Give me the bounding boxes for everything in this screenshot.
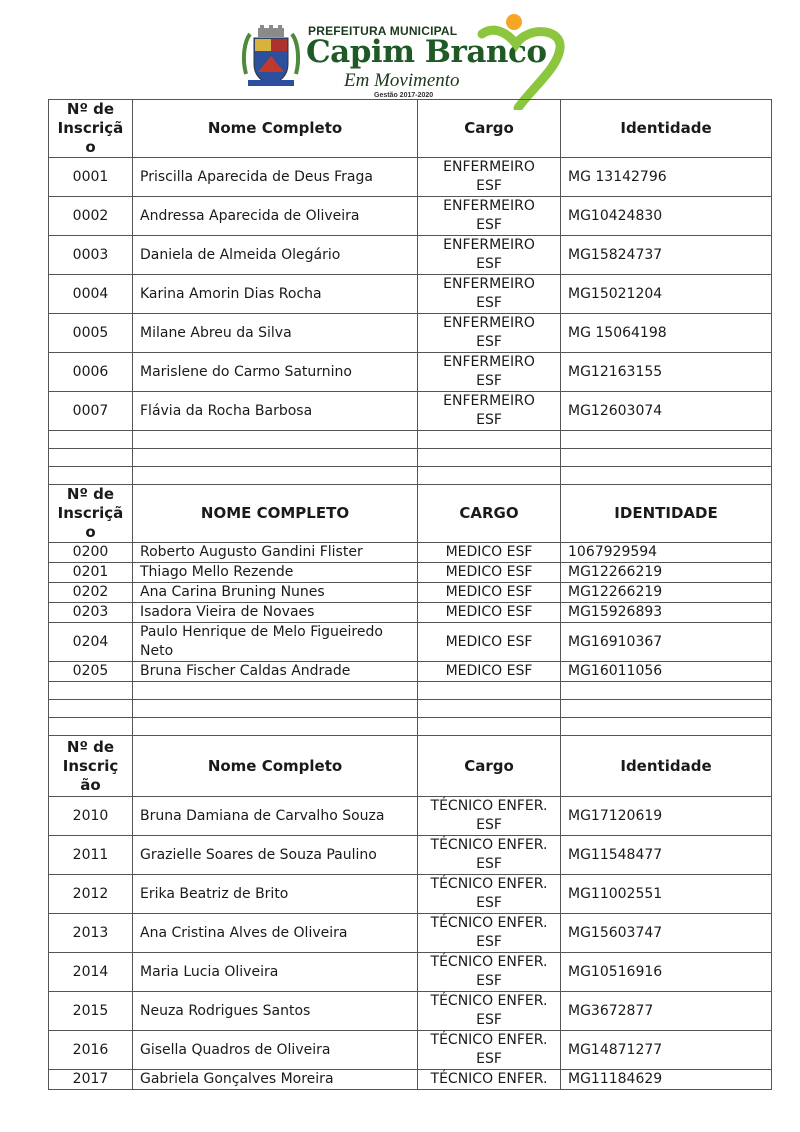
brand-subtitle: Em Movimento	[344, 70, 460, 91]
table-header-row	[49, 736, 772, 797]
table-row	[49, 875, 772, 914]
cell-cargo: ENFERMEIRO ESF	[418, 392, 561, 431]
header-cargo: Cargo	[418, 100, 561, 158]
cell-cargo: TÉCNICO ENFER. ESF	[418, 797, 561, 836]
table-row	[49, 197, 772, 236]
table-row	[49, 836, 772, 875]
table-row	[49, 797, 772, 836]
cell-name: Bruna Damiana de Carvalho Souza	[133, 797, 418, 836]
cell-num: 0201	[49, 563, 133, 583]
cell-cargo: TÉCNICO ENFER. ESF	[418, 836, 561, 875]
header-identidade: IDENTIDADE	[561, 485, 772, 543]
cell-id: MG10424830	[561, 197, 772, 236]
cell-name: Grazielle Soares de Souza Paulino	[133, 836, 418, 875]
cell-name: Roberto Augusto Gandini Flister	[133, 543, 418, 563]
cell-name: Paulo Henrique de Melo Figueiredo Neto	[133, 623, 418, 662]
cell-id: MG10516916	[561, 953, 772, 992]
heart-swoosh-icon	[476, 10, 566, 110]
table-row	[49, 914, 772, 953]
header-identidade: Identidade	[561, 100, 772, 158]
table-row	[49, 563, 772, 583]
cell-cargo: ENFERMEIRO ESF	[418, 314, 561, 353]
header-inscricao: Nº de Inscriç ão	[49, 736, 133, 797]
cell-num: 0203	[49, 603, 133, 623]
cell-id: MG15603747	[561, 914, 772, 953]
cell-id: MG12266219	[561, 563, 772, 583]
cell-num: 2011	[49, 836, 133, 875]
cell-id: MG15824737	[561, 236, 772, 275]
header-cargo: CARGO	[418, 485, 561, 543]
header-nome: Nome Completo	[133, 736, 418, 797]
cell-id: MG11548477	[561, 836, 772, 875]
cell-cargo: TÉCNICO ENFER.	[418, 1070, 561, 1090]
cell-id: MG3672877	[561, 992, 772, 1031]
cell-cargo: ENFERMEIRO ESF	[418, 197, 561, 236]
cell-cargo: ENFERMEIRO ESF	[418, 275, 561, 314]
cell-name: Thiago Mello Rezende	[133, 563, 418, 583]
cell-name: Priscilla Aparecida de Deus Fraga	[133, 158, 418, 197]
cell-name: Bruna Fischer Caldas Andrade	[133, 662, 418, 682]
cell-id: MG16011056	[561, 662, 772, 682]
cell-id: MG15926893	[561, 603, 772, 623]
cell-num: 0001	[49, 158, 133, 197]
table-row	[49, 392, 772, 431]
cell-cargo: TÉCNICO ENFER. ESF	[418, 914, 561, 953]
cell-num: 2015	[49, 992, 133, 1031]
header-identidade: Identidade	[561, 736, 772, 797]
cell-id: MG12163155	[561, 353, 772, 392]
empty-row	[49, 718, 772, 736]
cell-id: MG17120619	[561, 797, 772, 836]
cell-num: 0200	[49, 543, 133, 563]
brand-title: Capim Branco	[306, 34, 547, 70]
cell-num: 2012	[49, 875, 133, 914]
cell-name: Maria Lucia Oliveira	[133, 953, 418, 992]
cell-num: 2014	[49, 953, 133, 992]
cell-cargo: ENFERMEIRO ESF	[418, 158, 561, 197]
cell-cargo: TÉCNICO ENFER. ESF	[418, 1031, 561, 1070]
cell-name: Isadora Vieira de Novaes	[133, 603, 418, 623]
cell-id: MG12266219	[561, 583, 772, 603]
cell-cargo: MEDICO ESF	[418, 662, 561, 682]
candidate-table	[48, 99, 772, 1090]
cell-cargo: TÉCNICO ENFER. ESF	[418, 953, 561, 992]
cell-cargo: TÉCNICO ENFER. ESF	[418, 875, 561, 914]
cell-cargo: MEDICO ESF	[418, 623, 561, 662]
cell-cargo: ENFERMEIRO ESF	[418, 236, 561, 275]
header-nome: NOME COMPLETO	[133, 485, 418, 543]
cell-name: Erika Beatriz de Brito	[133, 875, 418, 914]
cell-name: Neuza Rodrigues Santos	[133, 992, 418, 1031]
cell-name: Ana Cristina Alves de Oliveira	[133, 914, 418, 953]
empty-row	[49, 467, 772, 485]
cell-num: 0204	[49, 623, 133, 662]
table-row	[49, 353, 772, 392]
cell-name: Daniela de Almeida Olegário	[133, 236, 418, 275]
cell-name: Andressa Aparecida de Oliveira	[133, 197, 418, 236]
table-row	[49, 623, 772, 662]
empty-row	[49, 431, 772, 449]
cell-cargo: MEDICO ESF	[418, 543, 561, 563]
table-row	[49, 158, 772, 197]
cell-num: 0005	[49, 314, 133, 353]
empty-row	[49, 449, 772, 467]
cell-num: 0205	[49, 662, 133, 682]
cell-id: MG 13142796	[561, 158, 772, 197]
coat-of-arms-icon	[240, 24, 302, 90]
cell-id: MG12603074	[561, 392, 772, 431]
municipal-header	[236, 6, 566, 104]
cell-num: 2010	[49, 797, 133, 836]
cell-id: MG11002551	[561, 875, 772, 914]
cell-num: 0004	[49, 275, 133, 314]
cell-id: 1067929594	[561, 543, 772, 563]
table-row	[49, 992, 772, 1031]
table-row	[49, 275, 772, 314]
table-row	[49, 1031, 772, 1070]
cell-cargo: MEDICO ESF	[418, 603, 561, 623]
cell-num: 0003	[49, 236, 133, 275]
table-row	[49, 583, 772, 603]
cell-id: MG15021204	[561, 275, 772, 314]
cell-cargo: TÉCNICO ENFER. ESF	[418, 992, 561, 1031]
cell-id: MG16910367	[561, 623, 772, 662]
cell-num: 0007	[49, 392, 133, 431]
table-row	[49, 1070, 772, 1090]
header-inscricao: Nº de Inscriçã o	[49, 100, 133, 158]
header-inscricao: Nº de Inscriçã o	[49, 485, 133, 543]
cell-num: 2013	[49, 914, 133, 953]
cell-name: Gabriela Gonçalves Moreira	[133, 1070, 418, 1090]
table-row	[49, 236, 772, 275]
table-header-row	[49, 100, 772, 158]
cell-cargo: ENFERMEIRO ESF	[418, 353, 561, 392]
empty-row	[49, 682, 772, 700]
table-row	[49, 603, 772, 623]
cell-name: Karina Amorin Dias Rocha	[133, 275, 418, 314]
brand-top-line: PREFEITURA MUNICIPAL	[308, 24, 458, 38]
header-nome: Nome Completo	[133, 100, 418, 158]
cell-name: Ana Carina Bruning Nunes	[133, 583, 418, 603]
cell-id: MG14871277	[561, 1031, 772, 1070]
table-row	[49, 662, 772, 682]
table-row	[49, 543, 772, 563]
cell-cargo: MEDICO ESF	[418, 563, 561, 583]
header-cargo: Cargo	[418, 736, 561, 797]
cell-num: 2016	[49, 1031, 133, 1070]
table-row	[49, 314, 772, 353]
cell-name: Milane Abreu da Silva	[133, 314, 418, 353]
table-header-row	[49, 485, 772, 543]
cell-num: 0202	[49, 583, 133, 603]
brand-term: Gestão 2017-2020	[374, 92, 434, 99]
cell-num: 0006	[49, 353, 133, 392]
table-row	[49, 953, 772, 992]
cell-name: Gisella Quadros de Oliveira	[133, 1031, 418, 1070]
cell-cargo: MEDICO ESF	[418, 583, 561, 603]
cell-num: 0002	[49, 197, 133, 236]
cell-name: Flávia da Rocha Barbosa	[133, 392, 418, 431]
cell-id: MG 15064198	[561, 314, 772, 353]
cell-num: 2017	[49, 1070, 133, 1090]
empty-row	[49, 700, 772, 718]
cell-id: MG11184629	[561, 1070, 772, 1090]
cell-name: Marislene do Carmo Saturnino	[133, 353, 418, 392]
